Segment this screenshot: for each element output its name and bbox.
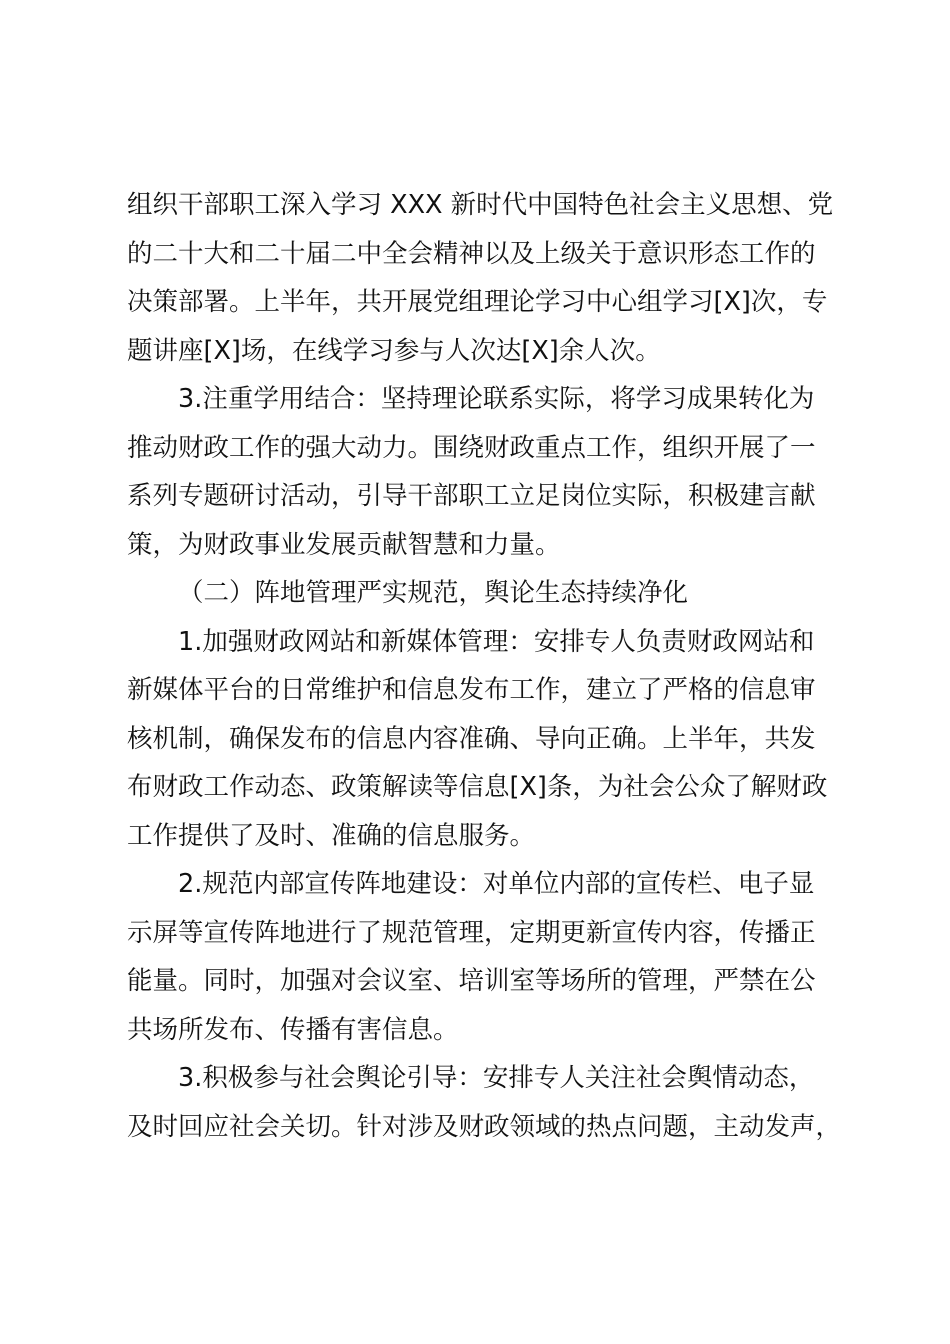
text-line: 新媒体平台的日常维护和信息发布工作，建立了严格的信息审 [127,675,816,705]
text-line: 工作提供了及时、准确的信息服务。 [127,820,536,851]
text-line: 及时回应社会关切。针对涉及财政领域的热点问题，主动发声， [127,1111,842,1142]
text-line: 布财政工作动态、政策解读等信息[X]条，为社会公众了解财政 [127,772,828,802]
paragraph-start-line: 3.积极参与社会舆论引导：安排专人关注社会舆情动态， [178,1063,815,1093]
text-line: 策，为财政事业发展贡献智慧和力量。 [127,529,561,560]
text-line: 能量。同时，加强对会议室、培训室等场所的管理，严禁在公 [127,966,816,996]
text-line: 的二十大和二十届二中全会精神以及上级关于意识形态工作的 [127,238,816,269]
text-line: 系列专题研讨活动，引导干部职工立足岗位实际，积极建言献 [127,481,816,511]
text-line: 决策部署。上半年，共开展党组理论学习中心组学习[X]次，专 [127,287,828,317]
paragraph-start-line: 2.规范内部宣传阵地建设：对单位内部的宣传栏、电子显 [178,869,815,899]
text-line: 推动财政工作的强大动力。围绕财政重点工作，组织开展了一 [127,432,816,463]
document-body [127,181,842,1151]
text-line: 组织干部职工深入学习 XXX 新时代中国特色社会主义思想、党 [127,190,834,220]
paragraph-start-line: 1.加强财政网站和新媒体管理：安排专人负责财政网站和 [178,626,815,657]
paragraph-start-line: 3.注重学用结合：坚持理论联系实际，将学习成果转化为 [178,384,815,414]
text-line: 示屏等宣传阵地进行了规范管理，定期更新宣传内容，传播正 [127,917,816,948]
text-line: 核机制，确保发布的信息内容准确、导向正确。上半年，共发 [127,723,816,754]
text-line: 共场所发布、传播有害信息。 [127,1014,459,1045]
section-heading: （二）阵地管理严实规范，舆论生态持续净化 [178,578,689,608]
text-line: 题讲座[X]场，在线学习参与人次达[X]余人次。 [127,335,661,366]
